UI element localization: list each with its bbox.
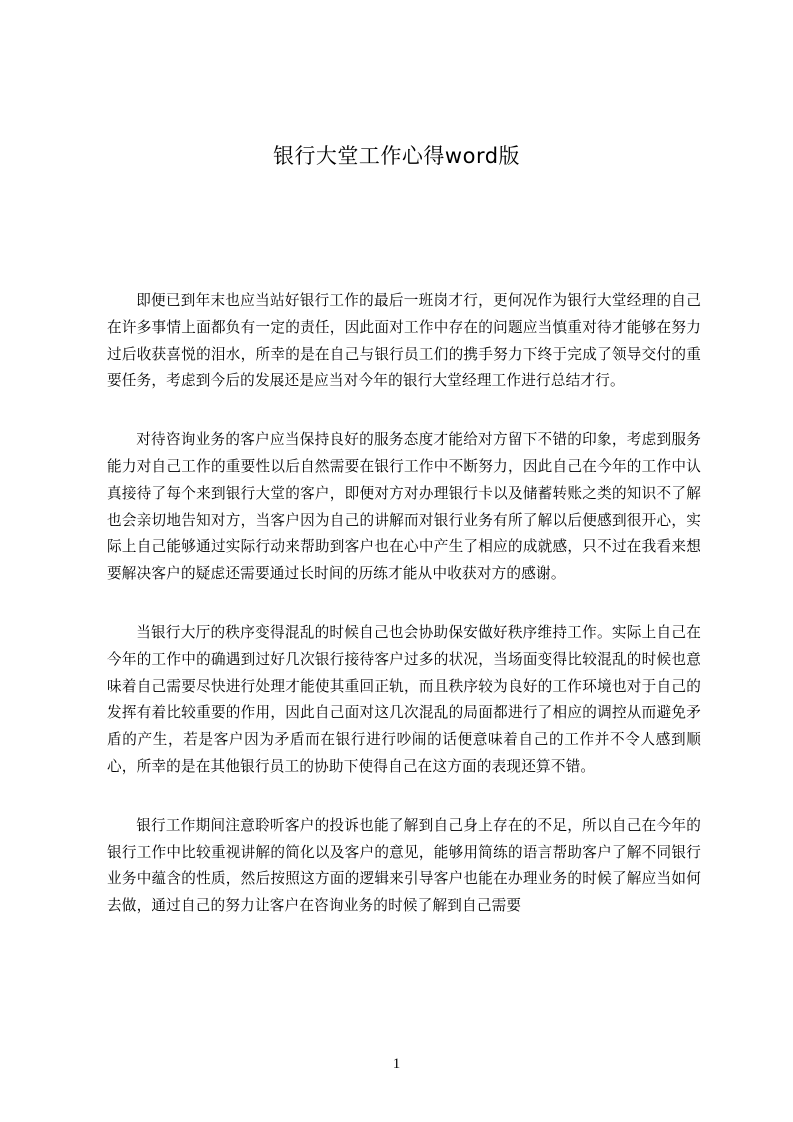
document-body [107,288,701,952]
paragraph-4: 银行工作期间注意聆听客户的投诉也能了解到自己身上存在的不足，所以自己在今年的银行工作中比较重视讲解的简化以及客户的意见，能够用简练的语言帮助客户了解不同银行业务中蕴含的性质，然后按照这方面的逻辑来引导客户也能在办理业务的时候了解应当如何去做，通过自己的努力让客户在咨询业务的时候了解到自己需要 [107,816,701,915]
paragraph-1: 即便已到年末也应当站好银行工作的最后一班岗才行，更何况作为银行大堂经理的自己在许多事情上面都负有一定的责任，因此面对工作中存在的问题应当慎重对待才能够在努力过后收获喜悦的泪水，所幸的是在自己与银行员工们的携手努力下终于完成了领导交付的重要任务，考虑到今后的发展还是应当对今年的银行大堂经理工作进行总结才行。 [107,292,701,390]
paragraph-3: 当银行大厅的秩序变得混乱的时候自己也会协助保安做好秩序维持工作。实际上自己在今年的工作中的确遇到过好几次银行接待客户过多的状况，当场面变得比较混乱的时候也意味着自己需要尽快进行处理才能使其重回正轨，而且秩序较为良好的工作环境也对于自己的发挥有着比较重要的作用，因此自己面对这几次混乱的局面都进行了相应的调控从而避免矛盾的产生，若是客户因为矛盾而在银行进行吵闹的话便意味着自己的工作并不令人感到顺心，所幸的是在其他银行员工的协助下使得自己在这方面的表现还算不错。 [107,623,701,775]
document-title: 银行大堂工作心得word版 [272,144,521,168]
page-number: 1 [392,1056,401,1072]
paragraph-2: 对待咨询业务的客户应当保持良好的服务态度才能给对方留下不错的印象，考虑到服务能力对自己工作的重要性以后自然需要在银行工作中不断努力，因此自己在今年的工作中认真接待了每个来到银行大堂的客户，即便对方对办理银行卡以及储蓄转账之类的知识不了解也会亲切地告知对方，当客户因为自己的讲解而对银行业务有所了解以后便感到很开心，实际上自己能够通过实际行动来帮助到客户也在心中产生了相应的成就感，只不过在我看来想要解决客户的疑虑还需要通过长时间的历练才能从中收获对方的感谢。 [107,431,701,583]
